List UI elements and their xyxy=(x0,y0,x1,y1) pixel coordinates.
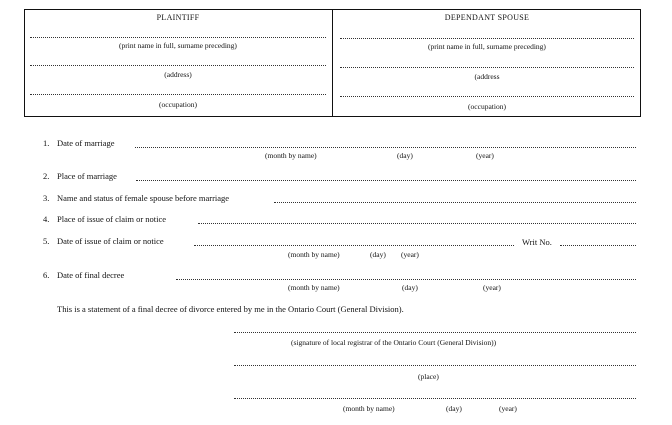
plaintiff-occupation-caption: (occupation) xyxy=(159,100,197,109)
item-4-number: 4. xyxy=(43,214,50,224)
item-2-label: Place of marriage xyxy=(57,171,117,181)
spouse-occupation-caption: (occupation) xyxy=(468,102,506,111)
item-5-date-line[interactable] xyxy=(194,245,514,246)
registrar-month-caption: (month by name) xyxy=(343,404,395,413)
place-caption: (place) xyxy=(418,372,439,381)
item-5-writ-line[interactable] xyxy=(560,245,636,246)
item-1-year-caption: (year) xyxy=(476,151,494,160)
spouse-name-line[interactable] xyxy=(340,38,634,39)
item-6-day-caption: (day) xyxy=(402,283,418,292)
registrar-date-line[interactable] xyxy=(234,398,636,399)
item-6-label: Date of final decree xyxy=(57,270,125,280)
item-1-month-caption: (month by name) xyxy=(265,151,317,160)
spouse-title: DEPENDANT SPOUSE xyxy=(444,13,530,22)
item-3-line[interactable] xyxy=(274,202,636,203)
item-5-year-caption: (year) xyxy=(401,250,419,259)
item-1-line[interactable] xyxy=(135,147,636,148)
item-2-number: 2. xyxy=(43,171,50,181)
item-4-label: Place of issue of claim or notice xyxy=(57,214,167,224)
item-4-line[interactable] xyxy=(198,223,636,224)
item-1-day-caption: (day) xyxy=(397,151,413,160)
item-1-number: 1. xyxy=(43,138,50,148)
plaintiff-name-caption: (print name in full, surname preceding) xyxy=(119,41,237,50)
plaintiff-address-caption: (address) xyxy=(164,70,192,79)
item-3-number: 3. xyxy=(43,193,50,203)
spouse-name-caption: (print name in full, surname preceding) xyxy=(428,42,546,51)
spouse-address-caption: (address xyxy=(474,72,500,81)
item-5-label: Date of issue of claim or notice xyxy=(57,236,164,246)
item-6-year-caption: (year) xyxy=(483,283,501,292)
item-3-label: Name and status of female spouse before marriage xyxy=(57,193,230,203)
plaintiff-address-line[interactable] xyxy=(30,65,326,66)
spouse-box xyxy=(332,9,641,117)
plaintiff-name-line[interactable] xyxy=(30,37,326,38)
spouse-occupation-line[interactable] xyxy=(340,96,634,97)
decree-statement: This is a statement of a final decree of divorce entered by me in the Ontario Court (General Division). xyxy=(57,304,404,314)
item-5-month-caption: (month by name) xyxy=(288,250,340,259)
registrar-year-caption: (year) xyxy=(499,404,517,413)
item-5-day-caption: (day) xyxy=(370,250,386,259)
item-5-number: 5. xyxy=(43,236,50,246)
place-line[interactable] xyxy=(234,365,636,366)
signature-caption: (signature of local registrar of the Ontario Court (General Division)) xyxy=(291,338,497,347)
item-2-line[interactable] xyxy=(136,180,636,181)
plaintiff-title: PLAINTIFF xyxy=(156,13,200,22)
plaintiff-occupation-line[interactable] xyxy=(30,94,326,95)
item-1-label: Date of marriage xyxy=(57,138,115,148)
item-6-line[interactable] xyxy=(176,279,636,280)
spouse-address-line[interactable] xyxy=(340,67,634,68)
registrar-day-caption: (day) xyxy=(446,404,462,413)
item-6-number: 6. xyxy=(43,270,50,280)
signature-line[interactable] xyxy=(234,332,636,333)
item-5-writ-label: Writ No. xyxy=(522,237,552,247)
item-6-month-caption: (month by name) xyxy=(288,283,340,292)
